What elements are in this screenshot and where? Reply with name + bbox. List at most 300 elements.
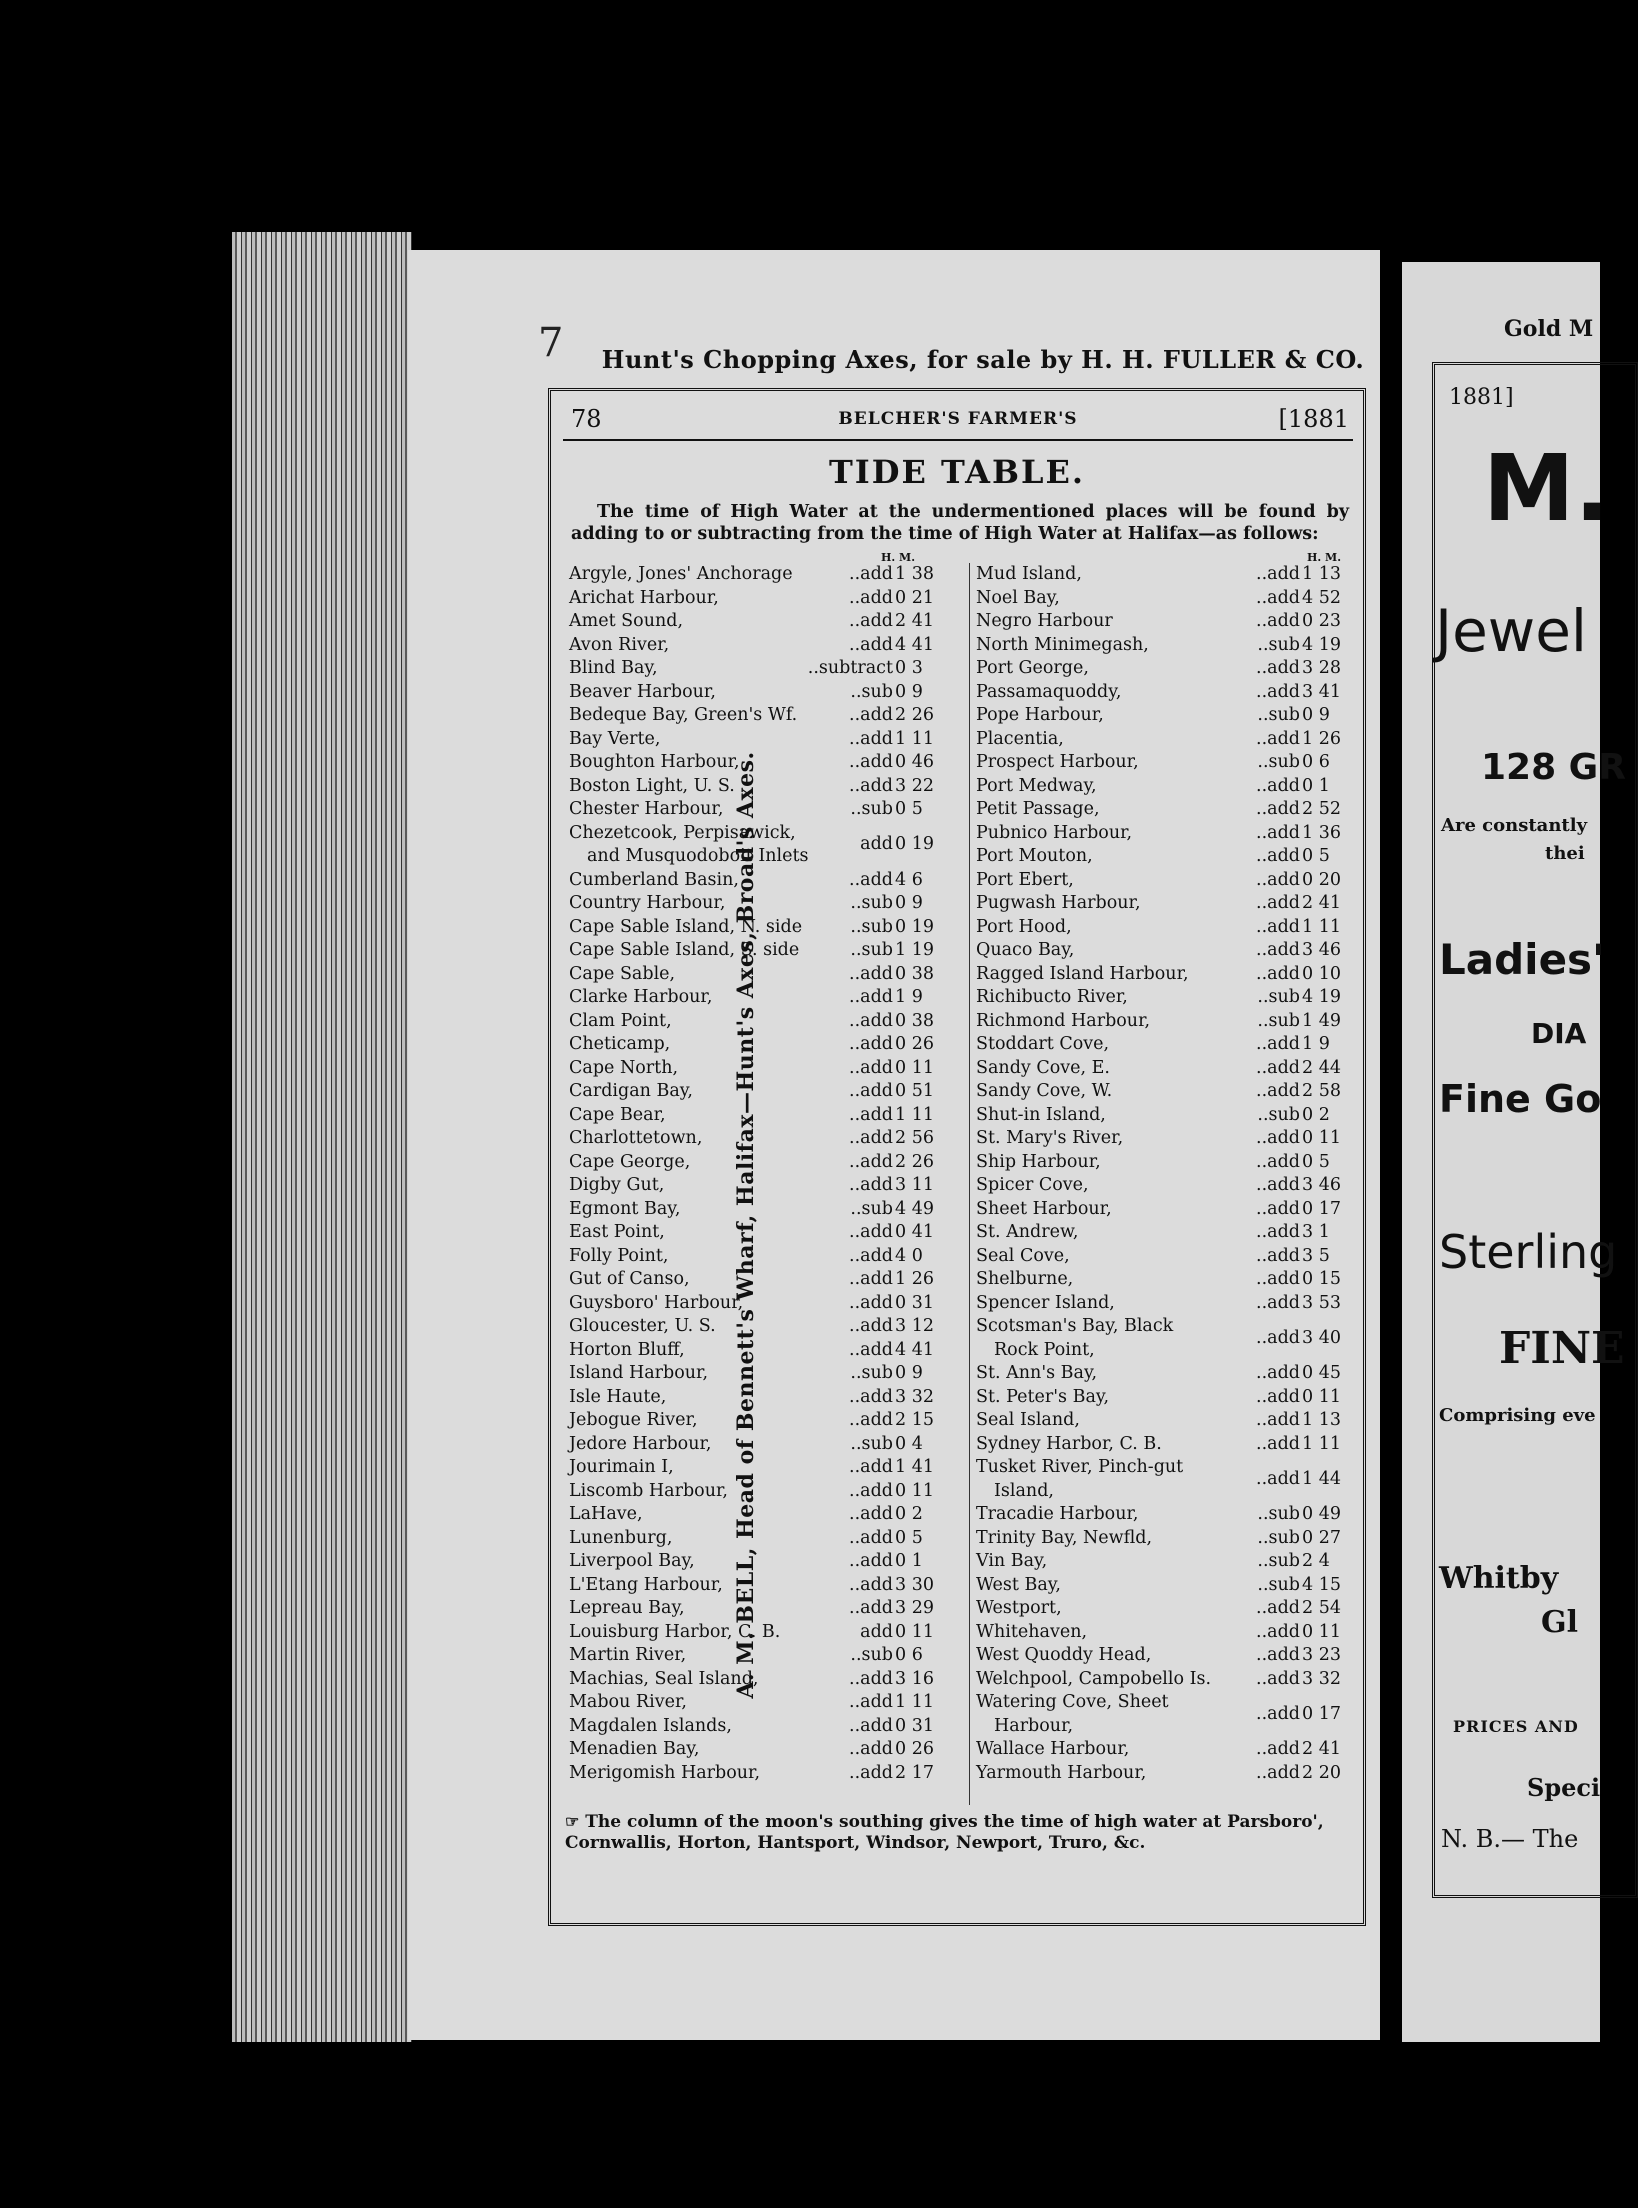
place-name	[569, 822, 808, 869]
operation: ..add	[849, 1034, 893, 1054]
place-name: Avon River,	[569, 634, 670, 655]
place-name: Machias, Seal Island,	[569, 1668, 759, 1689]
place-name: Magdalen Islands,	[569, 1715, 732, 1736]
operation: ..add	[849, 1457, 893, 1477]
book-page	[408, 250, 1380, 2040]
place-name: Clarke Harbour,	[569, 987, 713, 1007]
time-offset: 0 5	[895, 799, 923, 819]
operation: ..add	[849, 1081, 893, 1101]
tide-row	[569, 1738, 955, 1762]
tide-row	[976, 1433, 1362, 1457]
tide-row	[976, 892, 1362, 916]
facing-speci: Speci	[1527, 1773, 1601, 1802]
place-name: Boughton Harbour,	[569, 752, 740, 772]
tide-row	[569, 704, 955, 728]
time-offset: 4 19	[1302, 634, 1341, 655]
tide-row	[569, 1668, 955, 1692]
operation: ..add	[849, 1222, 893, 1242]
place-name: West Quoddy Head,	[976, 1645, 1152, 1665]
operation: ..add	[849, 1010, 893, 1031]
operation: ..add	[1256, 1668, 1300, 1689]
tide-row	[569, 1480, 955, 1504]
tide-row	[976, 1597, 1362, 1621]
place-name: Beaver Harbour,	[569, 681, 716, 702]
facing-page	[1402, 262, 1626, 2042]
time-offset: 0 23	[1302, 611, 1341, 631]
tide-row	[569, 1550, 955, 1574]
operation: ..add	[1256, 728, 1300, 749]
tide-row	[569, 1080, 955, 1104]
place-name: LaHave,	[569, 1504, 643, 1524]
place-name: Westport,	[976, 1598, 1062, 1618]
place-name: Country Harbour,	[569, 893, 726, 913]
operation: ..add	[1256, 1621, 1300, 1642]
operation: ..sub	[850, 1198, 893, 1219]
tide-row	[976, 1550, 1362, 1574]
tide-row	[569, 1386, 955, 1410]
tide-list-left	[569, 563, 955, 1785]
time-offset: 4 19	[1302, 987, 1341, 1007]
tide-row	[569, 1010, 955, 1034]
time-offset: 3 32	[1302, 1668, 1341, 1689]
place-name: Shelburne,	[976, 1269, 1074, 1289]
operation: ..add	[1256, 564, 1300, 584]
tide-row	[569, 1691, 955, 1715]
tide-row	[569, 563, 955, 587]
tide-row	[976, 1644, 1362, 1668]
time-offset: 4 41	[895, 1339, 934, 1360]
tide-row	[569, 1644, 955, 1668]
pointing-hand-icon: ☞	[565, 1812, 580, 1831]
time-offset: 2 44	[1302, 1057, 1341, 1078]
place-name: Horton Bluff,	[569, 1339, 685, 1360]
operation: ..add	[1256, 1703, 1300, 1724]
operation: ..add	[849, 705, 893, 725]
place-name: Clam Point,	[569, 1010, 672, 1031]
time-offset: 0 6	[1302, 752, 1330, 772]
place-name: St. Ann's Bay,	[976, 1363, 1098, 1383]
tide-row	[569, 634, 955, 658]
time-offset: 1 11	[895, 1692, 934, 1712]
tide-row	[569, 1715, 955, 1739]
operation: ..add	[1256, 1081, 1300, 1101]
place-name-line1: Scotsman's Bay, Black	[976, 1316, 1174, 1336]
operation: ..add	[849, 587, 893, 608]
operation: ..sub	[1257, 1104, 1300, 1125]
operation: ..add	[1256, 611, 1300, 631]
place-name-line2: Harbour,	[994, 1715, 1074, 1736]
place-name: Seal Island,	[976, 1410, 1080, 1430]
operation: ..sub	[850, 799, 893, 819]
tide-row	[569, 986, 955, 1010]
facing-m: M.	[1483, 435, 1610, 542]
tide-row	[569, 751, 955, 775]
page-edges	[232, 232, 412, 2042]
place-name: Pugwash Harbour,	[976, 893, 1141, 913]
facing-sterling: Sterling	[1439, 1225, 1618, 1279]
time-offset: 0 45	[1302, 1363, 1341, 1383]
tide-row	[976, 822, 1362, 846]
time-offset: 3 11	[895, 1175, 934, 1195]
tide-row	[569, 1409, 955, 1433]
tide-row	[976, 587, 1362, 611]
place-name: Folly Point,	[569, 1245, 669, 1266]
time-offset: 2 26	[895, 705, 934, 725]
time-offset: 0 15	[1302, 1269, 1341, 1289]
time-offset: 1 11	[895, 728, 934, 749]
tide-row	[569, 1574, 955, 1598]
time-offset: 0 46	[895, 752, 934, 772]
time-offset: 3 12	[895, 1316, 934, 1336]
facing-whitby: Whitby	[1439, 1561, 1559, 1596]
place-name: Richibucto River,	[976, 987, 1128, 1007]
tide-row	[976, 1456, 1362, 1503]
tide-row	[976, 869, 1362, 893]
facing-dia: DIA	[1531, 1017, 1587, 1050]
time-offset: 0 26	[895, 1739, 934, 1759]
operation: ..add	[1256, 1034, 1300, 1054]
operation: ..sub	[1257, 1010, 1300, 1031]
place-name: Pope Harbour,	[976, 705, 1104, 725]
tide-row	[976, 728, 1362, 752]
tide-row	[569, 1597, 955, 1621]
place-name: Chester Harbour,	[569, 799, 724, 819]
time-offset: 2 41	[1302, 1739, 1341, 1759]
place-name: Trinity Bay, Newfld,	[976, 1527, 1153, 1548]
time-offset: 2 4	[1302, 1551, 1330, 1571]
place-name: Egmont Bay,	[569, 1198, 681, 1219]
tide-row	[976, 1127, 1362, 1151]
time-offset: 1 11	[1302, 1433, 1341, 1454]
operation: ..add	[1256, 1386, 1300, 1407]
tide-row	[976, 704, 1362, 728]
place-name: Jourimain I,	[569, 1457, 674, 1477]
place-name: Cape Sable Island, N. side	[569, 916, 803, 937]
footnote	[565, 1811, 1353, 1854]
tide-row	[569, 1762, 955, 1786]
operation: ..sub	[850, 940, 893, 960]
time-offset: 0 9	[895, 893, 923, 913]
tide-row	[569, 775, 955, 799]
place-name: Louisburg Harbor, C. B.	[569, 1621, 781, 1642]
operation: ..add	[849, 752, 893, 772]
tide-row	[976, 1362, 1362, 1386]
facing-jewel: Jewel	[1435, 597, 1588, 665]
place-name: Seal Cove,	[976, 1245, 1070, 1266]
place-name	[976, 1691, 1169, 1738]
place-name: Arichat Harbour,	[569, 587, 719, 608]
operation: ..add	[1256, 963, 1300, 984]
tide-row	[569, 1033, 955, 1057]
time-offset: 0 1	[1302, 775, 1330, 796]
operation: ..add	[849, 1128, 893, 1148]
time-offset: 4 52	[1302, 587, 1341, 608]
time-offset: 1 41	[895, 1457, 934, 1477]
time-offset: 2 17	[895, 1762, 934, 1783]
operation: ..add	[849, 1527, 893, 1548]
facing-thei: thei	[1545, 843, 1585, 864]
place-name: Yarmouth Harbour,	[976, 1762, 1147, 1783]
time-offset: 0 11	[1302, 1128, 1341, 1148]
time-offset: 0 1	[895, 1551, 923, 1571]
operation: ..add	[1256, 940, 1300, 960]
tide-row	[569, 1433, 955, 1457]
pencil-mark: 7	[538, 320, 564, 366]
place-name: St. Mary's River,	[976, 1128, 1124, 1148]
place-name: Sandy Cove, E.	[976, 1057, 1110, 1078]
operation: ..add	[1256, 869, 1300, 890]
operation: ..add	[849, 1739, 893, 1759]
operation: ..add	[1256, 1433, 1300, 1454]
tide-row	[976, 986, 1362, 1010]
tide-row	[976, 963, 1362, 987]
operation: ..sub	[1257, 987, 1300, 1007]
tide-row	[976, 1668, 1362, 1692]
operation: ..add	[849, 1410, 893, 1430]
operation: ..add	[1256, 1645, 1300, 1665]
tide-row	[976, 1198, 1362, 1222]
place-name: Noel Bay,	[976, 587, 1060, 608]
running-title: BELCHER'S FARMER'S	[838, 409, 1078, 429]
place-name: Lepreau Bay,	[569, 1598, 685, 1618]
place-name: Sandy Cove, W.	[976, 1081, 1113, 1101]
operation: ..sub	[1257, 1527, 1300, 1548]
place-name: Cape Sable Island, S. side	[569, 940, 800, 960]
tide-row	[976, 681, 1362, 705]
place-name: Mabou River,	[569, 1692, 687, 1712]
time-offset: 0 4	[895, 1433, 923, 1454]
tide-row	[569, 1198, 955, 1222]
place-name: Petit Passage,	[976, 799, 1100, 819]
tide-row	[976, 634, 1362, 658]
operation: ..add	[1256, 799, 1300, 819]
tide-row	[569, 1456, 955, 1480]
operation: ..sub	[1257, 705, 1300, 725]
time-offset: 2 26	[895, 1151, 934, 1172]
place-name: Charlottetown,	[569, 1128, 703, 1148]
place-name: Tracadie Harbour,	[976, 1504, 1139, 1524]
time-offset: 0 11	[895, 1057, 934, 1078]
operation: ..add	[849, 1104, 893, 1125]
tide-row	[569, 963, 955, 987]
time-offset: 1 11	[895, 1104, 934, 1125]
time-offset: 0 6	[895, 1645, 923, 1665]
time-offset: 2 54	[1302, 1598, 1341, 1618]
place-name: Wallace Harbour,	[976, 1739, 1130, 1759]
time-offset: 3 32	[895, 1386, 934, 1407]
place-name: Whitehaven,	[976, 1621, 1088, 1642]
operation: ..add	[1256, 1269, 1300, 1289]
place-name: Port Ebert,	[976, 869, 1074, 890]
time-offset: 3 46	[1302, 1175, 1341, 1195]
operation: ..sub	[850, 893, 893, 913]
time-offset: 4 49	[895, 1198, 934, 1219]
place-name: Cape Sable,	[569, 963, 676, 984]
place-name: Liscomb Harbour,	[569, 1480, 728, 1501]
time-offset: 0 5	[1302, 846, 1330, 866]
intro-paragraph: The time of High Water at the undermentioned places will be found by adding to or subtracting from the time of High Water at Halifax—as follows:	[571, 502, 1349, 544]
place-name: St. Peter's Bay,	[976, 1386, 1110, 1407]
tide-row	[976, 1386, 1362, 1410]
tide-row	[976, 1503, 1362, 1527]
tide-row	[976, 1080, 1362, 1104]
time-offset: 3 28	[1302, 658, 1341, 678]
tide-row	[976, 563, 1362, 587]
tide-row	[976, 1245, 1362, 1269]
place-name: Stoddart Cove,	[976, 1034, 1110, 1054]
time-offset: 2 15	[895, 1410, 934, 1430]
place-name: Gloucester, U. S.	[569, 1316, 716, 1336]
time-offset: 0 11	[895, 1480, 934, 1501]
operation: ..add	[849, 1339, 893, 1360]
place-name: Liverpool Bay,	[569, 1551, 695, 1571]
tide-row	[976, 1268, 1362, 1292]
tide-row	[569, 798, 955, 822]
tide-row	[569, 1057, 955, 1081]
operation: ..add	[1256, 681, 1300, 702]
tide-row	[569, 1245, 955, 1269]
facing-constantly: Are constantly	[1441, 815, 1588, 836]
facing-year: 1881]	[1449, 385, 1514, 410]
place-name: Sheet Harbour,	[976, 1198, 1112, 1219]
time-offset: 2 41	[1302, 893, 1341, 913]
place-name: Cheticamp,	[569, 1034, 671, 1054]
operation: add	[860, 834, 893, 855]
time-offset: 0 5	[1302, 1151, 1330, 1172]
tide-row	[569, 892, 955, 916]
place-name: Passamaquoddy,	[976, 681, 1122, 702]
tide-row	[976, 1010, 1362, 1034]
operation: ..sub	[1257, 634, 1300, 655]
operation: ..add	[1256, 1292, 1300, 1313]
operation: ..add	[1256, 1762, 1300, 1783]
tide-row	[569, 1151, 955, 1175]
place-name: Bedeque Bay, Green's Wf.	[569, 705, 798, 725]
tide-row	[976, 1221, 1362, 1245]
place-name: Cape Bear,	[569, 1104, 666, 1125]
time-offset: 0 51	[895, 1081, 934, 1101]
operation: ..sub	[850, 1645, 893, 1665]
time-offset: 1 26	[895, 1269, 934, 1289]
time-offset: 3 41	[1302, 681, 1341, 702]
place-name: Ship Harbour,	[976, 1151, 1101, 1172]
operation: ..sub	[850, 1433, 893, 1454]
operation: ..sub	[850, 1363, 893, 1383]
time-offset: 1 26	[1302, 728, 1341, 749]
operation: ..add	[849, 1151, 893, 1172]
page-title: TIDE TABLE.	[828, 453, 1086, 491]
time-offset: 1 9	[1302, 1034, 1330, 1054]
tide-row	[569, 587, 955, 611]
operation: ..add	[849, 963, 893, 984]
place-name: St. Andrew,	[976, 1222, 1079, 1242]
place-name: Prospect Harbour,	[976, 752, 1139, 772]
place-name: Welchpool, Campobello Is.	[976, 1668, 1212, 1689]
operation: ..add	[849, 1175, 893, 1195]
time-offset: 2 56	[895, 1128, 934, 1148]
operation: ..add	[1256, 1151, 1300, 1172]
tide-row	[976, 1033, 1362, 1057]
place-name: Sydney Harbor, C. B.	[976, 1433, 1162, 1454]
place-name: Blind Bay,	[569, 658, 658, 678]
operation: ..add	[1256, 822, 1300, 843]
operation: ..add	[849, 1386, 893, 1407]
operation: ..add	[1256, 1598, 1300, 1618]
time-offset: 0 9	[1302, 705, 1330, 725]
time-offset: 0 38	[895, 963, 934, 984]
tide-row	[976, 751, 1362, 775]
place-name: Ragged Island Harbour,	[976, 963, 1189, 984]
hm-label-left: H. M.	[881, 551, 916, 564]
facing-fine: FINE	[1499, 1323, 1625, 1374]
running-header	[563, 403, 1353, 441]
operation: ..add	[1256, 1222, 1300, 1242]
time-offset: 0 20	[1302, 869, 1341, 890]
operation: ..sub	[1257, 1551, 1300, 1571]
place-name: Jedore Harbour,	[569, 1433, 712, 1454]
facing-number: 128 GR	[1481, 747, 1626, 788]
time-offset: 0 17	[1302, 1198, 1341, 1219]
place-name: Amet Sound,	[569, 611, 684, 631]
operation: ..add	[1256, 1327, 1300, 1348]
time-offset: 1 44	[1302, 1468, 1341, 1489]
tide-row	[569, 728, 955, 752]
place-name: Negro Harbour	[976, 611, 1113, 631]
place-name: Island Harbour,	[569, 1363, 709, 1383]
facing-frame	[1432, 362, 1638, 1898]
place-name-line2: and Musquodoboit Inlets	[587, 846, 809, 866]
place-name: Lunenburg,	[569, 1527, 673, 1548]
operation: ..add	[849, 1292, 893, 1313]
place-name: Jebogue River,	[569, 1410, 698, 1430]
tide-row	[569, 1127, 955, 1151]
operation: ..add	[849, 728, 893, 749]
place-name: Digby Gut,	[569, 1175, 665, 1195]
place-name-line2: Rock Point,	[994, 1339, 1095, 1360]
tide-row	[976, 1574, 1362, 1598]
time-offset: 1 49	[1302, 1010, 1341, 1031]
place-name: Boston Light, U. S.	[569, 775, 735, 796]
tide-row	[569, 1339, 955, 1363]
tide-row	[976, 775, 1362, 799]
time-offset: 0 31	[895, 1715, 934, 1736]
operation: ..sub	[1257, 1574, 1300, 1595]
tide-row	[976, 1315, 1362, 1362]
operation: ..add	[849, 1715, 893, 1736]
time-offset: 1 13	[1302, 1410, 1341, 1430]
time-offset: 3 29	[895, 1598, 934, 1618]
tide-row	[569, 657, 955, 681]
facing-ladies: Ladies'	[1439, 935, 1605, 984]
operation: ..add	[1256, 846, 1300, 866]
time-offset: 1 13	[1302, 564, 1341, 584]
time-offset: 0 11	[1302, 1386, 1341, 1407]
time-offset: 1 9	[895, 987, 923, 1007]
operation: ..add	[849, 611, 893, 631]
place-name: Martin River,	[569, 1645, 687, 1665]
tide-row	[976, 1527, 1362, 1551]
tide-row	[569, 1527, 955, 1551]
operation: ..add	[849, 1762, 893, 1783]
time-offset: 4 6	[895, 869, 923, 890]
operation: ..add	[1256, 1245, 1300, 1266]
tide-row	[569, 822, 955, 869]
tide-row	[569, 1621, 955, 1645]
tide-row	[976, 1151, 1362, 1175]
place-name: Isle Haute,	[569, 1386, 667, 1407]
operation: ..add	[1256, 1128, 1300, 1148]
time-offset: 0 11	[1302, 1621, 1341, 1642]
